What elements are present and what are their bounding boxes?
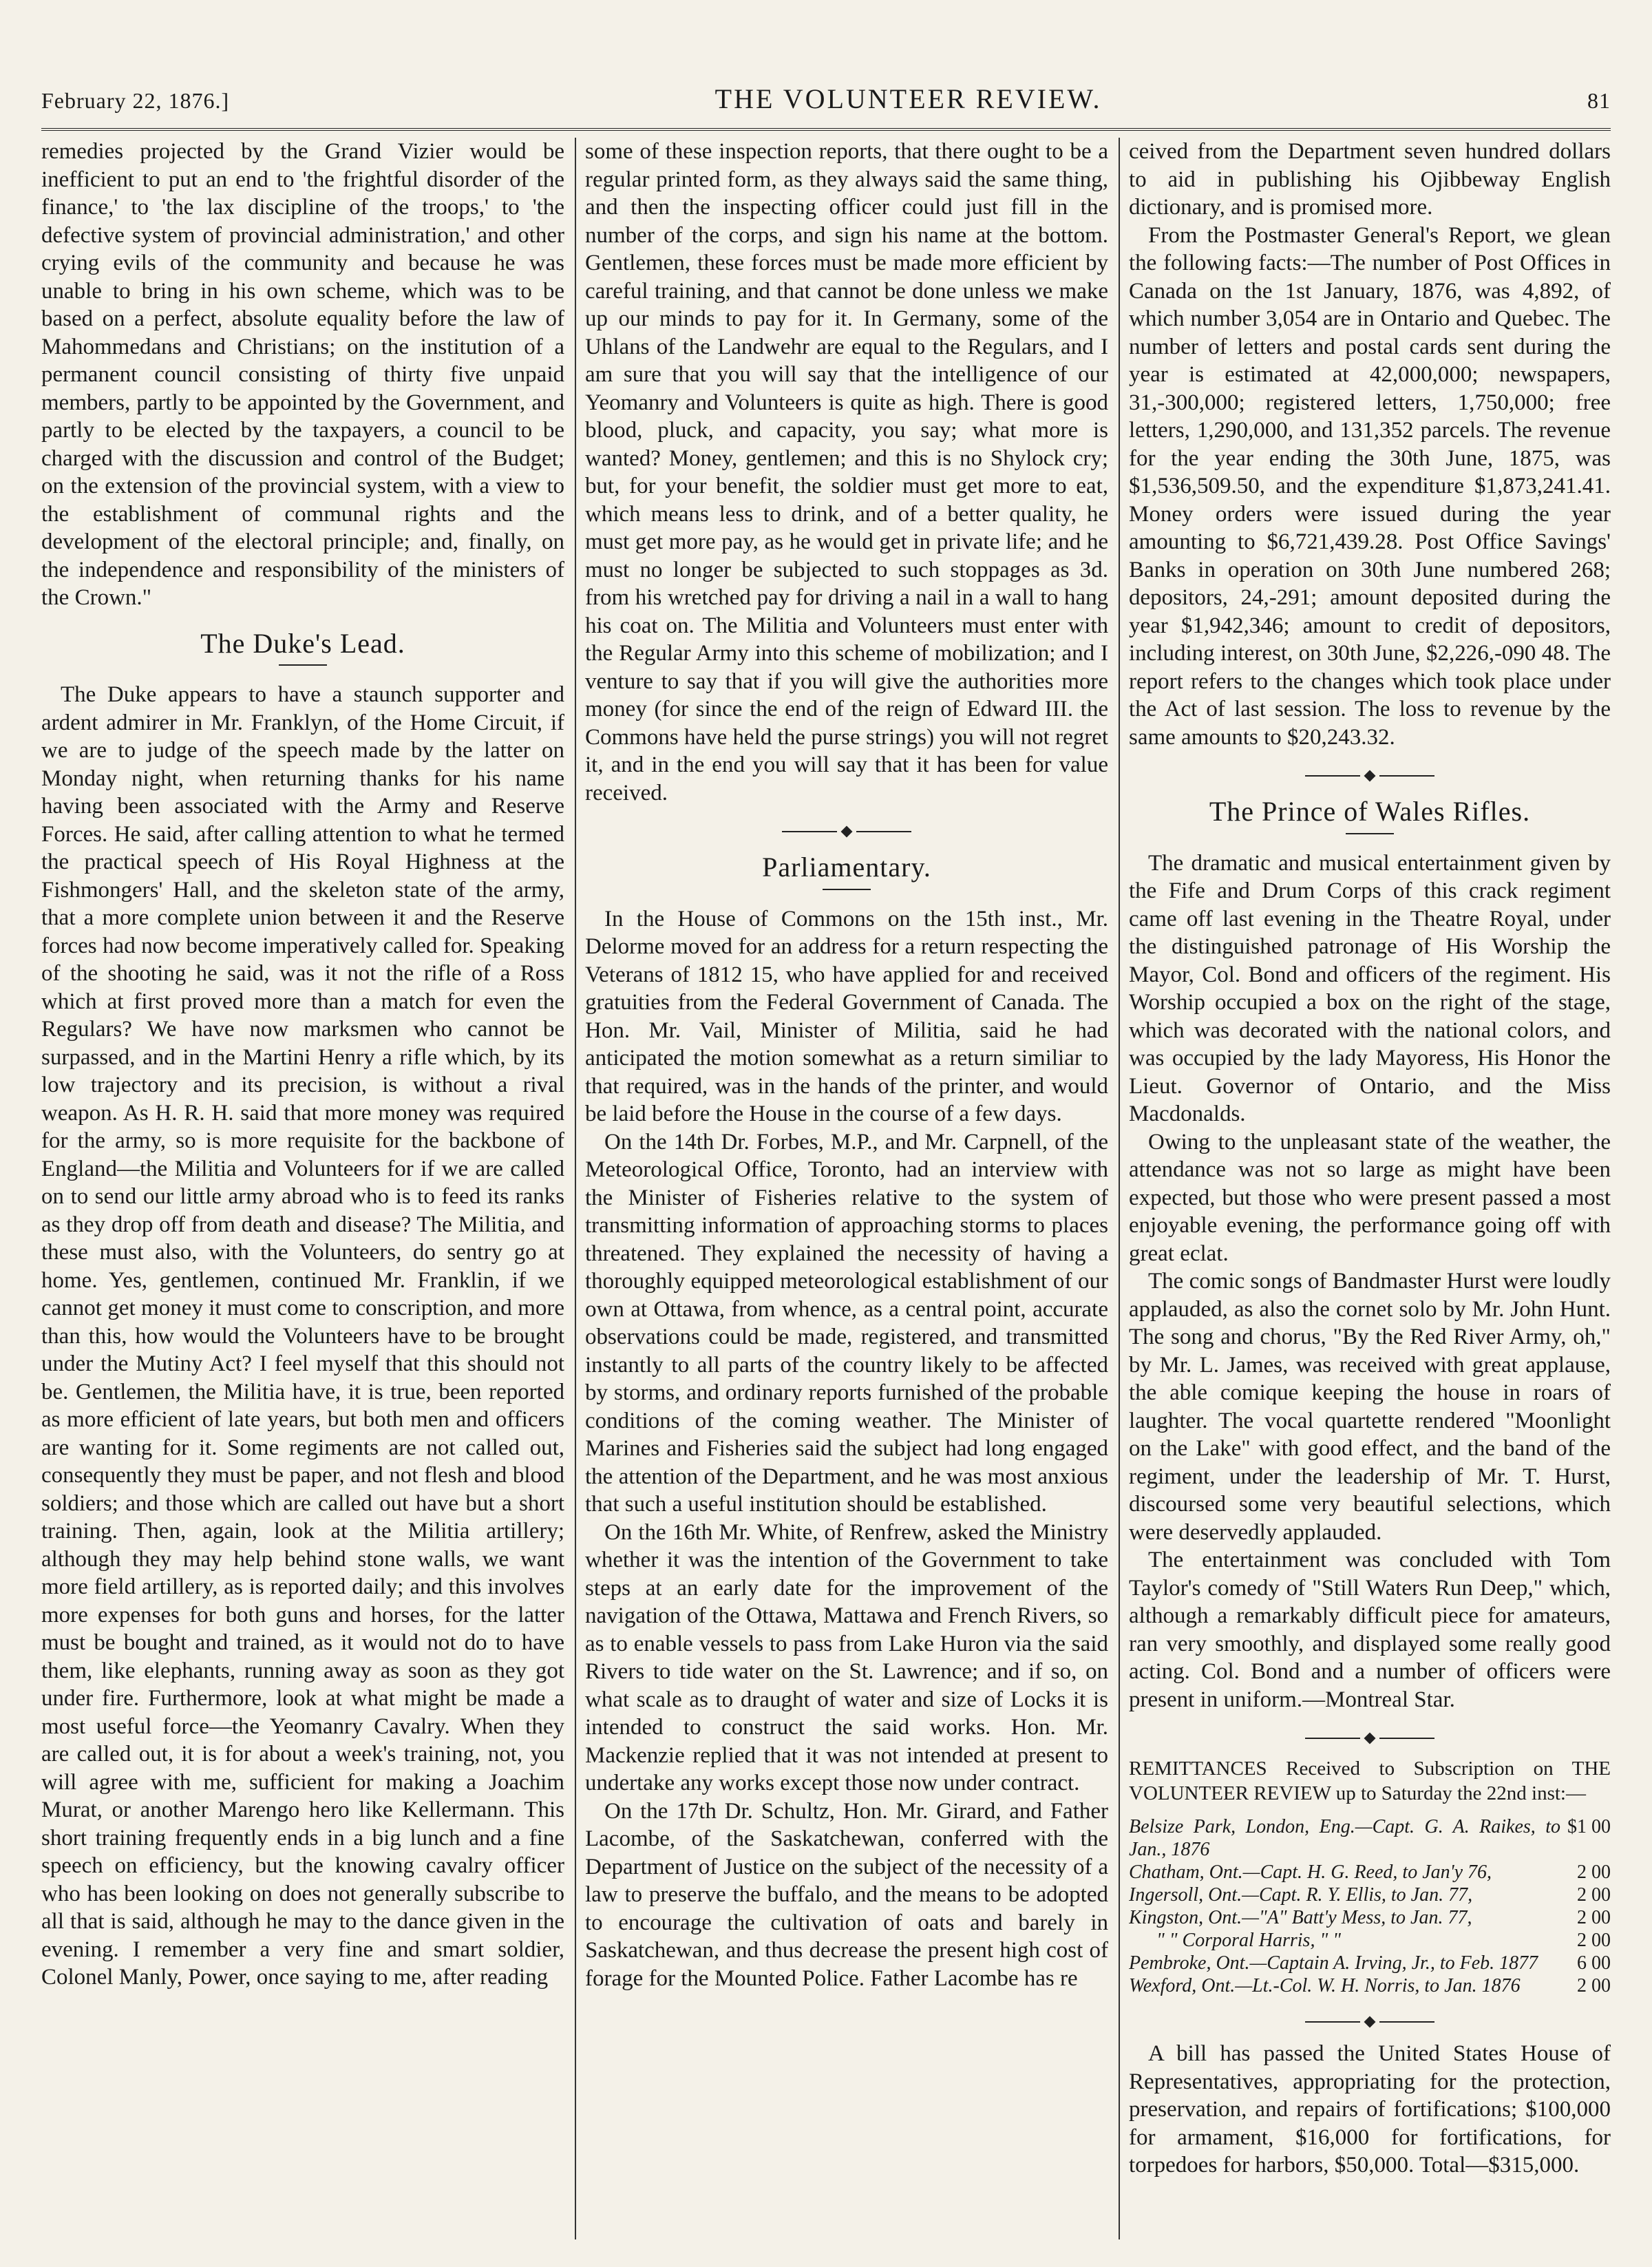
remittance-amount: 2 00 — [1577, 1907, 1611, 1928]
remittance-amount: 2 00 — [1577, 1862, 1611, 1883]
ornament-divider — [1129, 2018, 1611, 2026]
paragraph: remedies projected by the Grand Vizier would be inefficient to put an end to 'the frightful disorder of the finance,' to 'the lax discipline of the troops,' to 'the defective system of provincial administration,' and other crying evils of the community and because he was unable to bring in his own scheme, which was to be based on a perfect, absolute equality before the law of Mahommedans and Christians; on the institution of a permanent council consisting of thirty five unpaid members, partly to be appointed by the Government, and partly to be elected by the taxpayers, a council to be charged with the discussion and control of the Budget; on the extension of the provincial system, with a view to the establishment of communal rights and the development of the electoral principle; and, finally, on the independence and responsibility of the ministers of the Crown." — [41, 139, 564, 610]
paragraph: On the 17th Dr. Schultz, Hon. Mr. Girard, and Father Lacombe, of the Saskatchewan, conferred with the Department of Justice on the subject of the necessity of a law to preserve the buffalo, and the means to be adopted to encourage the cultivation of oats and barely in Saskatchewan, and thus decrease the present high cost of forage for the Mounted Police. Father Lacombe has re — [585, 1798, 1108, 1991]
paragraph: The comic songs of Bandmaster Hurst were loudly applauded, as also the cornet solo by Mr. John Hunt. The song and chorus, "By the Red River Army, oh," by Mr. L. James, was received with great applause, the able comique keeping the house in roars of laughter. The vocal quartette rendered "Moonlight on the Lake" with good effect, and the band of the regiment, under the leadership of Mr. T. Hurst, discoursed some very beautiful selections, which were deservedly applauded. — [1129, 1269, 1611, 1545]
remittance-amount: 6 00 — [1577, 1952, 1611, 1974]
issue-date: February 22, 1876.] — [41, 88, 230, 113]
column-1 — [41, 138, 564, 2239]
column-3 — [1129, 138, 1611, 2239]
page-number: 81 — [1587, 88, 1611, 113]
ornament-divider — [585, 827, 1108, 836]
page-header — [41, 83, 1611, 124]
publication-title: THE VOLUNTEER REVIEW. — [714, 83, 1102, 114]
article-heading: Parliamentary. — [762, 852, 931, 883]
paragraph: From the Postmaster General's Report, we glean the following facts:—The number of Post Offices in Canada on the 1st January, 1876, was 4,892, of which number 3,054 are in Ontario and Quebec. The number of letters and postal cards sent during the year is estimated at 42,000,000; newspapers, 31,-300,000; registered letters, 1,750,000; free letters, 1,290,000, and 131,352 parcels. The revenue for the year ending the 30th June, 1875, was $1,536,509.50, and the expenditure $1,873,241.41. Money orders were issued during the year amounting to $6,721,439.28. Post Office Savings' Banks in operation on 30th June numbered 268; depositors, 24,-291; amount deposited during the year $1,942,346; amount to credit of depositors, including interest, on 30th June, $2,226,-090 48. The report refers to the changes which took place under the Act of last session. The loss to revenue by the same amounts to $20,243.32. — [1129, 222, 1611, 750]
paragraph: On the 16th Mr. White, of Renfrew, asked the Ministry whether it was the intention of the Government to take steps at an early date for the improvement of the navigation of the Ottawa, Mattawa and French Rivers, so as to enable vessels to pass from Lake Huron via the said Rivers to tide water on the St. Lawrence; and if so, on what scale as to draught of water and size of Locks it is intended to construct the said works. Hon. Mr. Mackenzie replied that it was not intended at present to undertake any works except those now under contract. — [585, 1519, 1108, 1795]
remittance-payer: Ingersoll, Ont.—Capt. R. Y. Ellis, to Jan. 77, — [1129, 1884, 1473, 1906]
remittance-row — [1129, 1952, 1611, 1974]
remittance-amount: 2 00 — [1577, 1884, 1611, 1906]
paragraph: some of these inspection reports, that there ought to be a regular printed form, as they always said the same thing, and then the inspecting officer could just fill in the number of the corps, and sign his name at the bottom. Gentlemen, these forces must be made more efficient by careful training, and that cannot be done unless we make up our minds to pay for it. In Germany, some of the Uhlans of the Landwehr are equal to the Regulars, and I am sure that you will say that the intelligence of our Yeomanry and Volunteers is quite as high. There is good blood, pluck, and capacity, you say; what more is wanted? Money, gentlemen; and this is no Shylock cry; but, for your benefit, the soldier must get more to eat, which means less to drink, and of a better quality, he must get more pay, as he would get in private life; and he must no longer be subjected to such stoppages as 3d. from his wretched pay for driving a nail in a wall to hang his coat on. The Militia and Volunteers must enter with the Regular Army into this scheme of mobilization; and I venture to say that if you will give the authorities more money (for since the end of the reign of Edward III. the Commons have held the purse strings) you will not regret it, and in the end you will say that it has been for value received. — [585, 139, 1108, 805]
ornament-divider — [1129, 772, 1611, 780]
divider — [1346, 833, 1394, 834]
column-divider — [575, 138, 576, 2239]
remittance-row — [1129, 1974, 1611, 1997]
paragraph: ceived from the Department seven hundred dollars to aid in publishing his Ojibbeway English dictionary, and is promised more. — [1129, 139, 1611, 220]
header-rule — [41, 128, 1611, 131]
remittance-payer: " " Corporal Harris, " " — [1156, 1930, 1341, 1951]
paragraph: Owing to the unpleasant state of the weather, the attendance was not so large as might have been expected, but those who were present passed a most enjoyable evening, the performance going off with great eclat. — [1129, 1129, 1611, 1266]
remittance-amount: $1 00 — [1567, 1816, 1611, 1837]
remittance-payer: Wexford, Ont.—Lt.-Col. W. H. Norris, to Jan. 1876 — [1129, 1975, 1521, 1996]
remittance-payer: Chatham, Ont.—Capt. H. G. Reed, to Jan'y 76, — [1129, 1862, 1492, 1883]
remittance-amount: 2 00 — [1577, 1975, 1611, 1996]
ornament-divider — [1129, 1734, 1611, 1742]
paragraph: The entertainment was concluded with Tom Taylor's comedy of "Still Waters Run Deep," which, although a remarkably difficult piece for amateurs, ran very smoothly, and displayed some really good acting. Col. Bond and a number of officers were present in uniform.—Montreal Star. — [1129, 1548, 1611, 1712]
article-heading: The Prince of Wales Rifles. — [1209, 796, 1531, 827]
paragraph: The Duke appears to have a staunch supporter and ardent admirer in Mr. Franklyn, of the Home Circuit, if we are to judge of the speech made by the latter on Monday night, when returning thanks for his name having been associated with the Army and Reserve Forces. He said, after calling attention to what he termed the practical speech of His Royal Highness at the Fishmongers' Hall, and the skeleton state of the army, that a more complete union between it and the Reserve forces had now become imperatively called for. Speaking of the shooting he said, was it not the rifle of a Ross which at first proved more than a match for even the Regulars? We have now marksmen who cannot be surpassed, and in the Martini Henry a rifle which, by its low trajectory and its precision, is without a rival weapon. As H. R. H. said that more money was required for the army, so is more requisite for the backbone of England—the Militia and Volunteers for if we are called on to send our little army abroad who is to feed its ranks as they drop off from death and disease? The Militia, and these must also, with the Volunteers, do sentry go at home. Yes, gentlemen, continued Mr. Franklin, if we cannot get money it must come to conscription, and more than this, how would the Volunteers have to be brought under the Mutiny Act? I feel myself that this should not be. Gentlemen, the Militia have, it is true, been reported as more efficient of late years, but both men and officers are wanting for it. Some regiments are not called out, consequently they must be paper, and not flesh and blood soldiers; and those which are called out have but a short training. Then, again, look at the Militia artillery; although they may help behind stone walls, we want more field artillery, as is reported daily; and this involves more expenses for both guns and horses, for the latter must be bought and trained, as it would not do to have them, like elephants, running away as soon as they got under fire. Furthermore, look at what might be made a most useful force—the Yeomanry Cavalry. When they are called out, it is for about a week's training, not, you will agree with me, sufficient for making a Joachim Murat, or another Marengo hero like Kellermann. This short training frequently ends in a big lunch and a fine speech on efficiency, but the knowing cavalry officer who has been looking on does not generally subscribe to all that is said, although he may to the dance given in the evening. I remember a very fine and smart soldier, Colonel Manly, Power, once saying to me, after reading — [41, 682, 564, 1990]
remittance-row — [1129, 1929, 1611, 1952]
column-divider — [1119, 138, 1120, 2239]
column-2 — [585, 138, 1108, 2239]
article-heading: The Duke's Lead. — [200, 627, 405, 659]
remittance-payer: Pembroke, Ont.—Captain A. Irving, Jr., to Feb. 1877 — [1129, 1952, 1538, 1974]
paragraph: In the House of Commons on the 15th inst., Mr. Delorme moved for an address for a return respecting the Veterans of 1812 15, who have applied for and received gratuities from the Federal Government of Canada. The Hon. Mr. Vail, Minister of Militia, said he had anticipated the motion somewhat as a return similiar to that required, was in the hands of the printer, and would be laid before the House in the course of a few days. — [585, 906, 1108, 1126]
remittance-payer: Kingston, Ont.—"A" Batt'y Mess, to Jan. 77, — [1129, 1907, 1472, 1928]
remittance-row — [1129, 1884, 1611, 1906]
divider — [279, 664, 327, 666]
remittance-row — [1129, 1906, 1611, 1929]
remittance-row — [1129, 1861, 1611, 1884]
remittance-row — [1129, 1815, 1611, 1861]
remittances-heading: REMITTANCES Received to Subscription on THE VOLUNTEER REVIEW up to Saturday the 22nd inst:— — [1129, 1758, 1611, 1804]
paragraph: A bill has passed the United States House of Representatives, appropriating for the protection, preservation, and repairs of fortifications; $100,000 for armament, $16,000 for fortifications, for torpedoes for harbors, $50,000. Total—$315,000. — [1129, 2041, 1611, 2178]
paragraph: The dramatic and musical entertainment given by the Fife and Drum Corps of this crack regiment came off last evening in the Theatre Royal, under the distinguished patronage of His Worship the Mayor, Col. Bond and officers of the regiment. His Worship occupied a box on the right of the stage, which was decorated with the national colors, and was occupied by the lady Mayoress, His Honor the Lieut. Governor of Ontario, and the Miss Macdonalds. — [1129, 850, 1611, 1126]
remittance-payer: Belsize Park, London, Eng.—Capt. G. A. Raikes, to Jan., 1876 — [1129, 1816, 1560, 1860]
remittances-list — [1129, 1815, 1611, 1997]
divider — [823, 889, 871, 890]
paragraph: On the 14th Dr. Forbes, M.P., and Mr. Carpnell, of the Meteorological Office, Toronto, had an interview with the Minister of Fisheries relative to the system of transmitting information of approaching storms to places threatened. They explained the necessity of having a thoroughly equipped meteorological establishment of our own at Ottawa, from whence, as a central point, accurate observations could be made, registered, and transmitted instantly to all parts of the country likely to be affected by storms, and ordinary reports furnished of the probable conditions of the coming weather. The Minister of Marines and Fisheries said the subject had long engaged the attention of the Department, and he was most anxious that such a useful institution should be established. — [585, 1129, 1108, 1517]
remittance-amount: 2 00 — [1577, 1930, 1611, 1951]
